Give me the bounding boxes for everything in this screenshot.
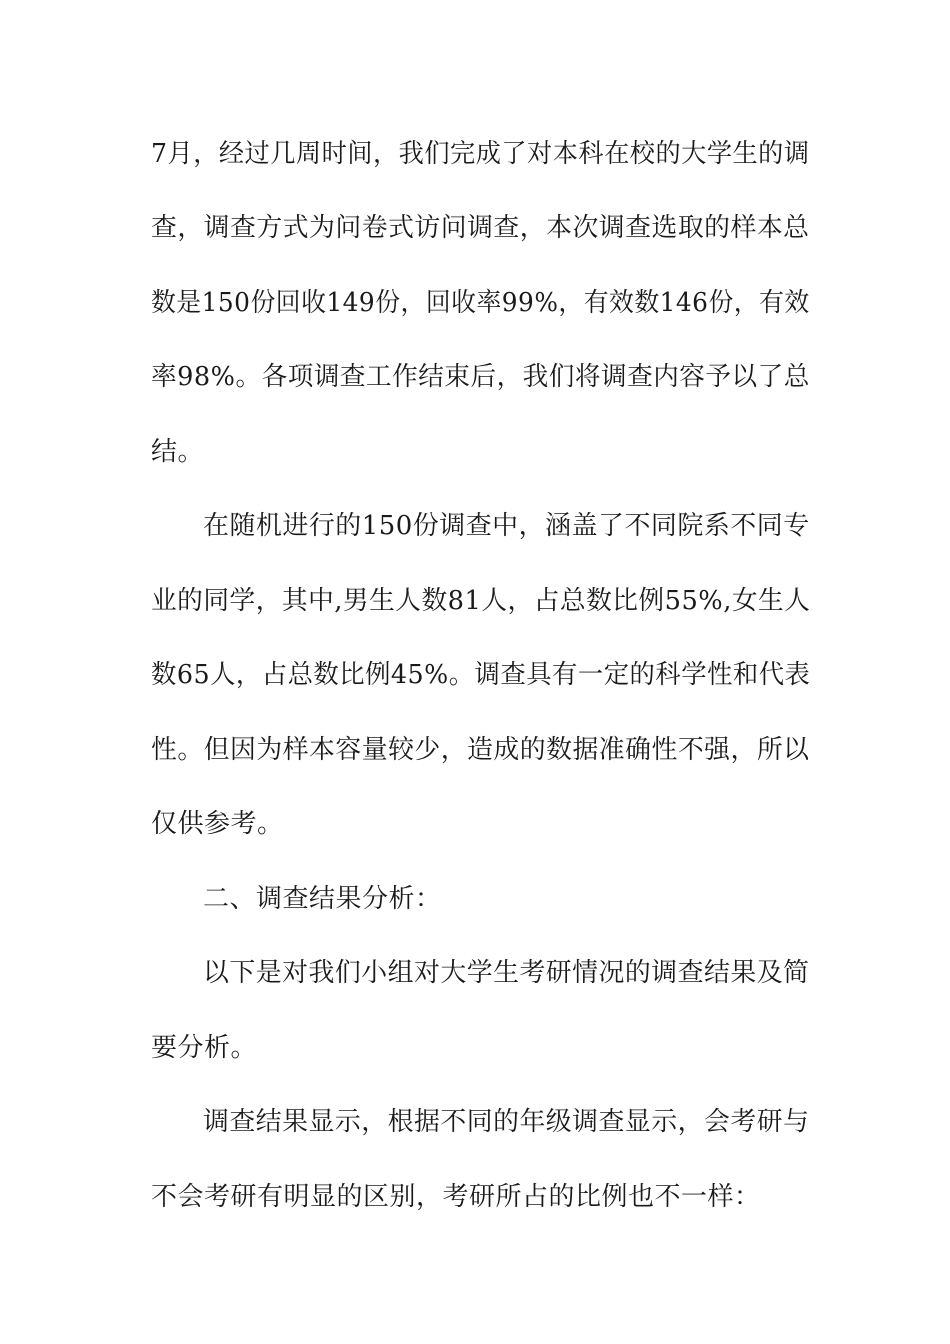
paragraph-2-line-2: 业的同学，其中,男生人数81人，占总数比例55%,女生人	[151, 586, 811, 616]
paragraph-1-line-5: 结。	[151, 437, 205, 467]
paragraph-2-line-1: 在随机进行的150份调查中，涵盖了不同院系不同专	[203, 511, 810, 541]
paragraph-3-line-1: 以下是对我们小组对大学生考研情况的调查结果及简	[203, 958, 810, 988]
paragraph-3-line-2: 要分析。	[151, 1033, 258, 1063]
section-heading: 二、调查结果分析：	[203, 884, 442, 914]
paragraph-1-line-3: 数是150份回收149份，回收率99%，有效数146份，有效	[151, 288, 810, 318]
paragraph-2-line-3: 数65人，占总数比例45%。调查具有一定的科学性和代表	[151, 660, 811, 690]
paragraph-1-line-4: 率98%。各项调查工作结束后，我们将调查内容予以了总	[151, 362, 810, 392]
paragraph-1-line-2: 查，调查方式为问卷式访问调查，本次调查选取的样本总	[151, 213, 810, 243]
paragraph-4-line-1: 调查结果显示，根据不同的年级调查显示，会考研与	[203, 1107, 810, 1137]
paragraph-1-line-1: 7月，经过几周时间，我们完成了对本科在校的大学生的调	[151, 139, 810, 169]
paragraph-2-line-5: 仅供参考。	[151, 809, 284, 839]
paragraph-2-line-4: 性。但因为样本容量较少，造成的数据准确性不强，所以	[151, 735, 810, 765]
paragraph-4-line-2: 不会考研有明显的区别，考研所占的比例也不一样：	[151, 1182, 761, 1212]
